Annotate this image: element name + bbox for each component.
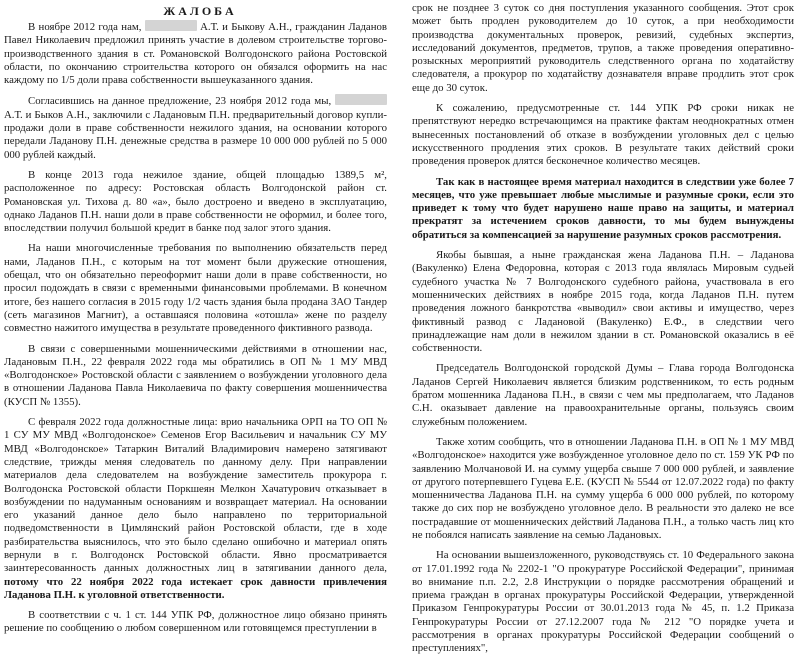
paragraph <box>4 416 387 602</box>
paragraph-emphasis: потому что 22 ноября 2022 года истекает срок давности привлечения Ладанова П.Н. к уголовной ответственности. <box>4 575 387 601</box>
paragraph: срок не позднее 3 суток со дня поступления указанного сообщения. Этот срок может быть продлен руководителем до 10 суток, а при необходимости производства документальных проверок, ревизий, судебных экспертиз, исследований документов, предметов, трупов, а также проведения оперативно-розыскных мероприятий руководитель следственного органа по ходатайству следователя, а прокурор по ходатайству дознавателя вправе продлить этот срок еще до 30 суток. <box>412 2 794 94</box>
paragraph-text: С февраля 2022 года должностные лица: врио начальника ОРП на ТО ОП № 1 СУ МУ МВД «Волгодонское» Семенов Егор Васильевич и начальник СУ МУ МВД «Волгодонское» Татаркин Виталий Владимирович намерено затягивают следствие, трижды меняя следователь по данному делу. При направлении материалов дела следователем на возбуждение заместитель прокурора г. Волгодонска Ростовской области Поркшеян Мелкон Хачатурович отказывает в возбуждении по надуманным основаниям и возвращает материал. На основании его указаний данное дело было направлено по территориальной подведомственности в Цимлянский район Ростовской области, где в ходе разбирательства выяснилось, что это было сделано ошибочно и материал опять вернули в г. Волгодонск Ростовской области. Явно просматривается заинтересованность данных должностных лиц в затягивании данного дела, <box>4 416 387 575</box>
paragraph-text: В ноябре 2012 года нам, <box>28 21 142 33</box>
paragraph: К сожалению, предусмотренные ст. 144 УПК РФ сроки никак не препятствуют нередко встречающимся на практике фактам неоднократных отмен вынесенных постановлений об отказе в возбуждении уголовных дел с целью искусственного продления этих сроков. В результате таких действий сроки проведения проверок длятся бесконечное количество месяцев. <box>412 102 794 168</box>
paragraph <box>4 94 387 161</box>
paragraph-text: А.Т. и Быкову А.Н., гражданин Ладанов Павел Николаевич предложил принять участие в долевом строительстве торгово-производственного здания в ст. Романовской Волгодонского района Ростовской области, по окончанию строительства которого он обязался оформить на нас каждому по 1/5 доли права собственности вышеуказанного здания. <box>4 21 388 87</box>
left-column <box>4 20 387 643</box>
paragraph-text: Согласившись на данное предложение, 23 ноября 2012 года мы, <box>28 95 332 108</box>
redacted-name <box>145 20 197 31</box>
document-title: ЖАЛОБА <box>163 4 237 18</box>
paragraph: На наши многочисленные требования по выполнению обязательств перед нами, Ладанов П.Н., с которым на тот момент были дружеские отношения, обещал, что он обязательно переоформит наши доли в праве собственности, но просил подождать в связи с временными финансовыми проблемами. В конечном итоге, без нашего согласия в 2015 году 1/2 часть здания была продана ЗАО Тандер (сеть магазинов Магнит), а оставшаяся половина «отошла» жене по разделу совместно нажитого имущества в результате проведенного фиктивного развода. <box>4 242 387 335</box>
paragraph: Председатель Волгодонской городской Думы – Глава города Волгодонска Ладанов Сергей Николаевич является близким родственником, то есть родным братом мошенника Ладанова П.Н., в связи с чем мы предполагаем, что Ладанов С.Н. оказывает давление на правоохранительные органы, пользуясь своим служебным положением. <box>412 362 794 428</box>
right-column <box>412 2 794 663</box>
paragraph: В соответствии с ч. 1 ст. 144 УПК РФ, должностное лицо обязано принять решение по сообщению о любом совершенном или готовящемся преступлении в <box>4 609 387 635</box>
paragraph-emphasis: Так как в настоящее время материал находится в следствии уже более 7 месяцев, что уже превышает любые мыслимые и разумные сроки, если это приведет к тому что будет нарушено наше право на защиты, и материал прекратят за истечением сроков давности, то мы будем вынуждены обратиться за компенсацией за нарушение разумных сроков рассмотрения. <box>412 175 794 241</box>
redacted-name <box>335 94 387 105</box>
paragraph: В связи с совершенными мошенническими действиями в отношении нас, Ладановым П.Н., 22 февраля 2022 года мы обратились в ОП № 1 МУ МВД «Волгодонское» Ростовской области с заявлением о возбуждении уголовного дела в отношении Ладанова Павла Николаевича по факту совершения мошенничества (КУСП № 1355). <box>4 342 387 408</box>
paragraph: Также хотим сообщить, что в отношении Ладанова П.Н. в ОП № 1 МУ МВД «Волгодонское» находится уже возбужденное уголовное дело по ст. 159 УК РФ по заявлению Молчановой И. на сумму ущерба свыше 7 000 000 рублей, и заявление от другого потерпевшего Гуцева Е.Е. (КУСП № 5544 от 12.07.2022 года) по факту мошенничества Ладанова П.Н. на сумму ущерба 6 000 000 рублей, по которому также до сих пор не возбуждено уголовное дело. В реальности это далеко не все пострадавшие от мошеннических действий Ладанова П.Н., а только часть лиц кто не побоялся написать заявление на семью Ладановых. <box>412 435 794 541</box>
paragraph <box>4 20 387 87</box>
paragraph: Якобы бывшая, а ныне гражданская жена Ладанова П.Н. – Ладанова (Вакуленко) Елена Федоровна, которая с 2013 года являлась Мировым судьей судебного участка № 7 Волгодонского судебного района, участвовала в его мошеннических действиях в ноябре 2015 года, когда Ладанов П.Н. путем проведения ложного банкротства «выводил» свои активы и имущество, через фиктивный развод с Ладановой (Вакуленко) Е.Ф., в следствии чего принадлежащие нам доли в нежилом здании в ст. Романовской оказались в её собственности. <box>412 249 794 355</box>
paragraph: В конце 2013 года нежилое здание, общей площадью 1389,5 м², расположенное по адресу: Ростовская область Волгодонской район ст. Романовская ул. Тихова д. 80 «а», было достроено и введено в эксплуатацию, однако Ладанов П.Н. наши доли в праве собственности не оформил, и более того, впоследствии получил большой кредит в банке под залог этого здания. <box>4 168 387 235</box>
paragraph: На основании вышеизложенного, руководствуясь ст. 10 Федерального закона от 17.01.1992 года № 2202-1 "О прокуратуре Российской Федерации", принимая во внимание п.п. 2.2, 2.8 Инструкции о порядке рассмотрения обращений и приема граждан в органах прокуратуры Российской Федерации, утвержденной Приказом Генпрокуратуры России от 30.01.2013 года № 45, п. 1.2 Приказа Генпрокуратуры России от 27.12.2007 года № 212 "О порядке учета и рассмотрения в органах прокуратуры Российской Федерации сообщений о преступлениях", <box>412 549 794 655</box>
paragraph-text: А.Т. и Быков А.Н., заключили с Ладановым П.Н. предварительный договор купли-продажи доли в праве собственности нежилого здания, на основании которого передали Ладанову П.Н. денежные средства в размере 10 000 000 рублей по 5 000 000 рублей каждый. <box>4 108 387 161</box>
